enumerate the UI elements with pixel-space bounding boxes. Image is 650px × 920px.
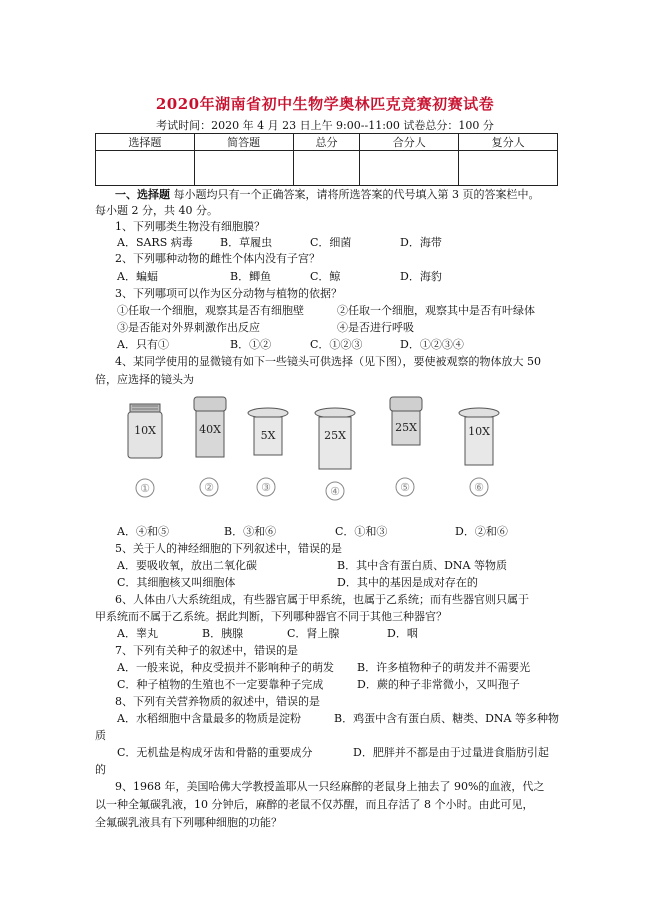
score-cell bbox=[194, 151, 293, 186]
q8-option-d: D．肥胖并不都是由于过量进食脂肪引起 bbox=[353, 746, 549, 759]
score-header-reviewer: 复分人 bbox=[459, 134, 558, 151]
q3-option-c: C．①②③ bbox=[310, 338, 363, 351]
q3-stem: 3、下列哪项可以作为区分动物与植物的依据？ bbox=[115, 287, 342, 300]
q7-stem: 7、下列有关种子的叙述中，错误的是 bbox=[115, 644, 298, 657]
q1-stem: 1、下列哪类生物没有细胞膜？ bbox=[115, 220, 265, 233]
q7-option-a: A．一般来说，种皮受损并不影响种子的萌发 bbox=[117, 661, 334, 674]
score-cell bbox=[459, 151, 558, 186]
q6-option-c: C．肾上腺 bbox=[287, 627, 340, 640]
q3-option-d: D．①②③④ bbox=[400, 338, 464, 351]
score-header-short: 简答题 bbox=[194, 134, 293, 151]
q4-option-d: D．②和⑥ bbox=[455, 525, 508, 538]
lens-5-label: 25X bbox=[395, 421, 417, 434]
q8-option-c: C．无机盐是构成牙齿和骨骼的重要成分 bbox=[117, 746, 313, 759]
q8-option-d-cont: 的 bbox=[95, 763, 106, 776]
q7-option-d: D．蕨的种子非常微小，又叫孢子 bbox=[357, 678, 520, 691]
q6-option-b: B．胰腺 bbox=[202, 627, 244, 640]
section1-header-line bbox=[115, 187, 540, 202]
exam-title: 2020年湖南省初中生物学奥林匹克竞赛初赛试卷 bbox=[155, 95, 495, 113]
lens-3-label: 5X bbox=[260, 429, 276, 442]
score-cell bbox=[96, 151, 195, 186]
lens-3 bbox=[244, 405, 292, 505]
q9-line2: 以一种全氟碳乳液，10 分钟后，麻醉的老鼠不仅苏醒，而且存活了 8 个小时。由此可见， bbox=[95, 798, 534, 811]
lens-6 bbox=[455, 405, 503, 505]
q3-statement-3: ③是否能对外界刺激作出反应 bbox=[117, 321, 260, 334]
score-header-combiner: 合分人 bbox=[360, 134, 459, 151]
q2-stem: 2、下列哪种动物的雌性个体内没有子宫？ bbox=[115, 252, 320, 265]
lens-5 bbox=[384, 395, 428, 500]
q4-option-b: B．③和⑥ bbox=[224, 525, 277, 538]
q8-option-a: A．水稻细胞中含量最多的物质是淀粉 bbox=[117, 712, 301, 725]
q9-line1: 9、1968 年，美国哈佛大学教授盖耶从一只经麻醉的老鼠身上抽去了 90%的血液，代之 bbox=[115, 780, 545, 793]
score-table bbox=[95, 133, 558, 186]
q9-line3: 全氟碳乳液具有下列哪种细胞的功能？ bbox=[95, 816, 282, 829]
lens-2-number: ② bbox=[204, 481, 214, 494]
q6-stem-line1: 6、人体由八大系统组成，有些器官属于甲系统，也属于乙系统；而有些器官则只属于 bbox=[115, 593, 529, 606]
q5-option-d: D．其中的基因是成对存在的 bbox=[337, 576, 478, 589]
lens-5-number: ⑤ bbox=[400, 481, 410, 494]
q6-option-a: A．睾丸 bbox=[117, 627, 158, 640]
q3-statement-2: ②任取一个细胞，观察其中是否有叶绿体 bbox=[337, 304, 535, 317]
lens-4-label: 25X bbox=[324, 429, 346, 442]
lens-4-number: ④ bbox=[330, 485, 340, 498]
q6-option-d: D．咽 bbox=[387, 627, 418, 640]
lens-6-number: ⑥ bbox=[474, 481, 484, 494]
lens-2 bbox=[188, 395, 232, 500]
q8-option-b-cont: 质 bbox=[95, 729, 106, 742]
q2-option-b: B．鲫鱼 bbox=[230, 270, 272, 283]
q1-option-c: C．细菌 bbox=[310, 236, 352, 249]
exam-meta: 考试时间：2020 年 4 月 23 日上午 9:00--11:00 试卷总分：100 分 bbox=[156, 119, 494, 132]
q4-stem-line1: 4、某同学使用的显微镜有如下一些镜头可供选择（见下图），要使被观察的物体放大 50 bbox=[115, 355, 541, 368]
q2-option-d: D．海豹 bbox=[400, 270, 442, 283]
q3-statement-4: ④是否进行呼吸 bbox=[337, 321, 414, 334]
q1-option-d: D．海带 bbox=[400, 236, 442, 249]
q5-option-c: C．其细胞核又叫细胞体 bbox=[117, 576, 236, 589]
score-header-total: 总分 bbox=[293, 134, 360, 151]
lens-3-number: ③ bbox=[261, 481, 271, 494]
lens-2-label: 40X bbox=[199, 423, 221, 436]
section1-intro: 每小题均只有一个正确答案，请将所选答案的代号填入第 3 页的答案栏中。 bbox=[170, 188, 540, 201]
lens-1 bbox=[120, 400, 172, 500]
score-cell bbox=[360, 151, 459, 186]
score-cell bbox=[293, 151, 360, 186]
q8-option-b: B．鸡蛋中含有蛋白质、糖类、DNA 等多种物 bbox=[334, 712, 559, 725]
q5-option-b: B．其中含有蛋白质、DNA 等物质 bbox=[337, 559, 507, 572]
lens-6-label: 10X bbox=[468, 425, 490, 438]
q1-option-a: A．SARS 病毒 bbox=[117, 236, 193, 249]
q3-option-a: A．只有① bbox=[117, 338, 169, 351]
section1-intro2: 每小题 2 分，共 40 分。 bbox=[95, 204, 218, 217]
score-table-blank-row bbox=[96, 151, 558, 186]
score-table-header bbox=[96, 134, 558, 151]
q1-option-b: B．草履虫 bbox=[220, 236, 273, 249]
q5-option-a: A．要吸收氧，放出二氧化碳 bbox=[117, 559, 257, 572]
q6-stem-line2: 甲系统而不属于乙系统。据此判断，下列哪种器官不同于其他三种器官？ bbox=[95, 610, 447, 623]
q7-option-c: C．种子植物的生殖也不一定要靠种子完成 bbox=[117, 678, 324, 691]
lens-4 bbox=[310, 405, 360, 505]
lens-1-number: ① bbox=[140, 482, 150, 495]
q8-stem: 8、下列有关营养物质的叙述中，错误的是 bbox=[115, 695, 320, 708]
q4-stem-line2: 倍，应选择的镜头为 bbox=[95, 373, 194, 386]
lens-1-label: 10X bbox=[134, 424, 156, 437]
section1-heading: 一、选择题 bbox=[115, 188, 170, 201]
q2-option-c: C．鲸 bbox=[310, 270, 341, 283]
q5-stem: 5、关于人的神经细胞的下列叙述中，错误的是 bbox=[115, 542, 342, 555]
q2-option-a: A．蝙蝠 bbox=[117, 270, 158, 283]
q4-option-a: A．④和⑤ bbox=[117, 525, 169, 538]
q7-option-b: B．许多植物种子的萌发并不需要光 bbox=[357, 661, 531, 674]
q3-option-b: B．①② bbox=[230, 338, 272, 351]
score-header-choice: 选择题 bbox=[96, 134, 195, 151]
q4-option-c: C．①和③ bbox=[335, 525, 388, 538]
q3-statement-1: ①任取一个细胞，观察其是否有细胞壁 bbox=[117, 304, 304, 317]
